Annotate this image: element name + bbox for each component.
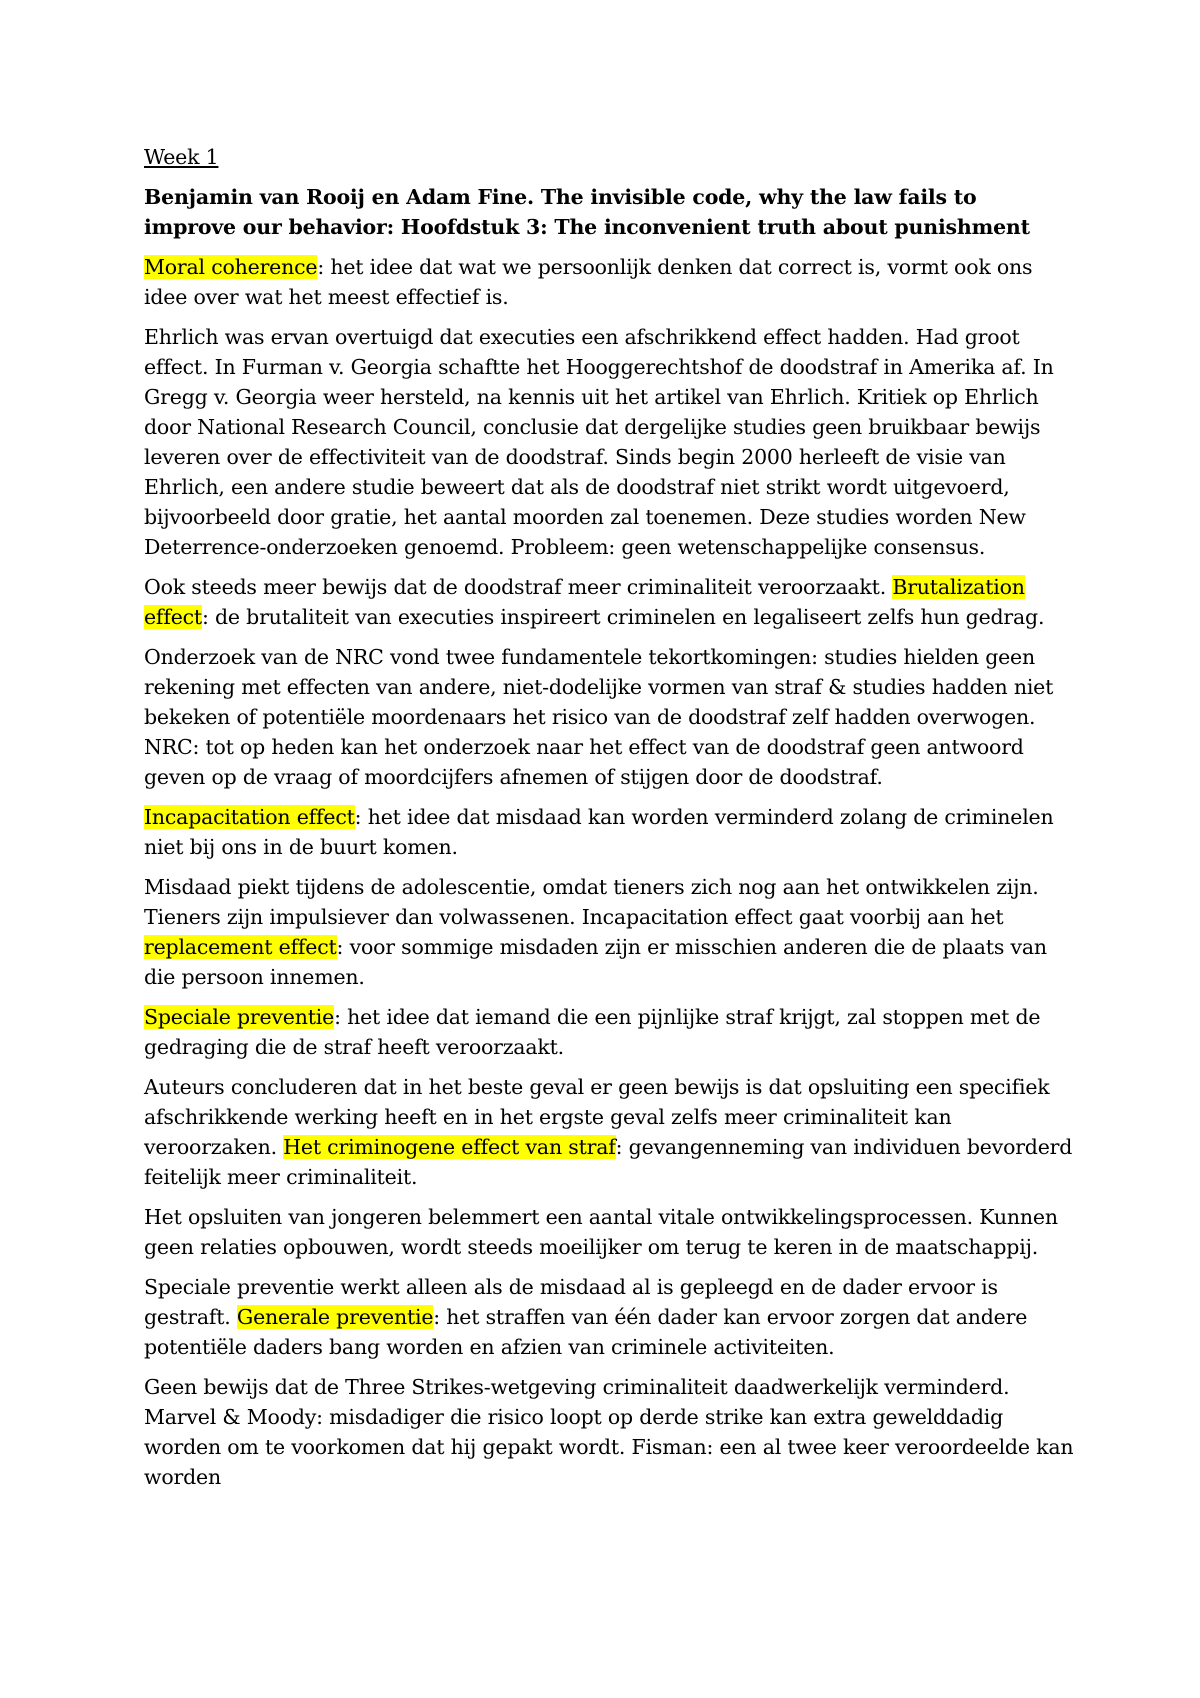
- highlighted-term: Brutalization effect: [144, 575, 1025, 629]
- highlighted-term: Speciale preventie: [144, 1005, 335, 1029]
- paragraph-three-strikes: [144, 1372, 1074, 1492]
- paragraph-text: Auteurs concluderen dat in het beste geval er geen bewijs is dat opsluiting een specifiek afschrikkende werking heeft en in het ergste geval zelfs meer criminaliteit kan veroorzaken.: [144, 1075, 1050, 1159]
- paragraph-criminogeen: [144, 1072, 1074, 1192]
- paragraph-speciale-preventie: [144, 1002, 1074, 1062]
- paragraph-text: Ook steeds meer bewijs dat de doodstraf meer criminaliteit veroorzaakt.: [144, 575, 893, 599]
- highlighted-term: Moral coherence: [144, 255, 318, 279]
- paragraph-text: : de brutaliteit van executies inspireert criminelen en legaliseert zelfs hun gedrag.: [201, 605, 1045, 629]
- paragraph-text: Geen bewijs dat de Three Strikes-wetgeving criminaliteit daadwerkelijk verminderd. Marvel & Moody: misdadiger die risico loopt op derde strike kan extra gewelddadig worden om te voorkomen dat hij gepakt wordt. Fisman: een al twee keer veroordeelde kan worden: [144, 1375, 1074, 1489]
- paragraph-nrc: [144, 642, 1074, 792]
- document-page: [144, 142, 1074, 1502]
- week-heading: Week 1: [144, 145, 219, 169]
- paragraph-text: : het straffen van één dader kan ervoor zorgen dat andere potentiële daders bang worden en afzien van criminele activiteiten.: [144, 1305, 1028, 1359]
- highlighted-term: Incapacitation effect: [144, 805, 355, 829]
- paragraph-replacement: [144, 872, 1074, 992]
- paragraph-text: : het idee dat iemand die een pijnlijke straf krijgt, zal stoppen met de gedraging die de straf heeft veroorzaakt.: [144, 1005, 1041, 1059]
- paragraph-text: : gevangenneming van individuen bevorderd feitelijk meer criminaliteit.: [144, 1135, 1073, 1189]
- paragraph-incapacitation: [144, 802, 1074, 862]
- paragraph-text: Misdaad piekt tijdens de adolescentie, omdat tieners zich nog aan het ontwikkelen zijn. Tieners zijn impulsiever dan volwassenen. Incapacitation effect gaat voorbij aan het: [144, 875, 1039, 929]
- paragraph-text: : voor sommige misdaden zijn er misschien anderen die de plaats van die persoon innemen.: [144, 935, 1047, 989]
- paragraph-text: Onderzoek van de NRC vond twee fundamentele tekortkomingen: studies hielden geen rekening met effecten van andere, niet-dodelijke vormen van straf & studies hadden niet bekeken of potentiële moordenaars het risico van de doodstraf zelf hadden overwogen. NRC: tot op heden kan het onderzoek naar het effect van de doodstraf geen antwoord geven op de vraag of moordcijfers afnemen of stijgen door de doodstraf.: [144, 645, 1054, 789]
- paragraph-text: : het idee dat misdaad kan worden verminderd zolang de criminelen niet bij ons in de buurt komen.: [144, 805, 1054, 859]
- paragraph-generale-preventie: [144, 1272, 1074, 1362]
- paragraph-moral-coherence: [144, 252, 1074, 312]
- paragraph-text: Het opsluiten van jongeren belemmert een aantal vitale ontwikkelingsprocessen. Kunnen geen relaties opbouwen, wordt steeds moeilijker om terug te keren in de maatschappij.: [144, 1205, 1058, 1259]
- paragraph-brutalization: [144, 572, 1074, 632]
- paragraph-text: : het idee dat wat we persoonlijk denken dat correct is, vormt ook ons idee over wat het meest effectief is.: [144, 255, 1033, 309]
- highlighted-term: Het criminogene effect van straf: [283, 1135, 616, 1159]
- paragraph-text: Speciale preventie werkt alleen als de misdaad al is gepleegd en de dader ervoor is gestraft.: [144, 1275, 998, 1329]
- highlighted-term: replacement effect: [144, 935, 337, 959]
- paragraph-jongeren: [144, 1202, 1074, 1262]
- highlighted-term: Generale preventie: [236, 1305, 434, 1329]
- chapter-title: Benjamin van Rooij en Adam Fine. The invisible code, why the law fails to improve our behavior: Hoofdstuk 3: The inconvenient truth about punishment: [144, 185, 1030, 239]
- paragraph-ehrlich: [144, 322, 1074, 562]
- paragraph-text: Ehrlich was ervan overtuigd dat executies een afschrikkend effect hadden. Had groot effect. In Furman v. Georgia schaftte het Hooggerechtshof de doodstraf in Amerika af. In Gregg v. Georgia weer hersteld, na kennis uit het artikel van Ehrlich. Kritiek op Ehrlich door National Research Council, conclusie dat dergelijke studies geen bruikbaar bewijs leveren over de effectiviteit van de doodstraf. Sinds begin 2000 herleeft de visie van Ehrlich, een andere studie beweert dat als de doodstraf niet strikt wordt uitgevoerd, bijvoorbeeld door gratie, het aantal moorden zal toenemen. Deze studies worden New Deterrence-onderzoeken genoemd. Probleem: geen wetenschappelijke consensus.: [144, 325, 1054, 559]
